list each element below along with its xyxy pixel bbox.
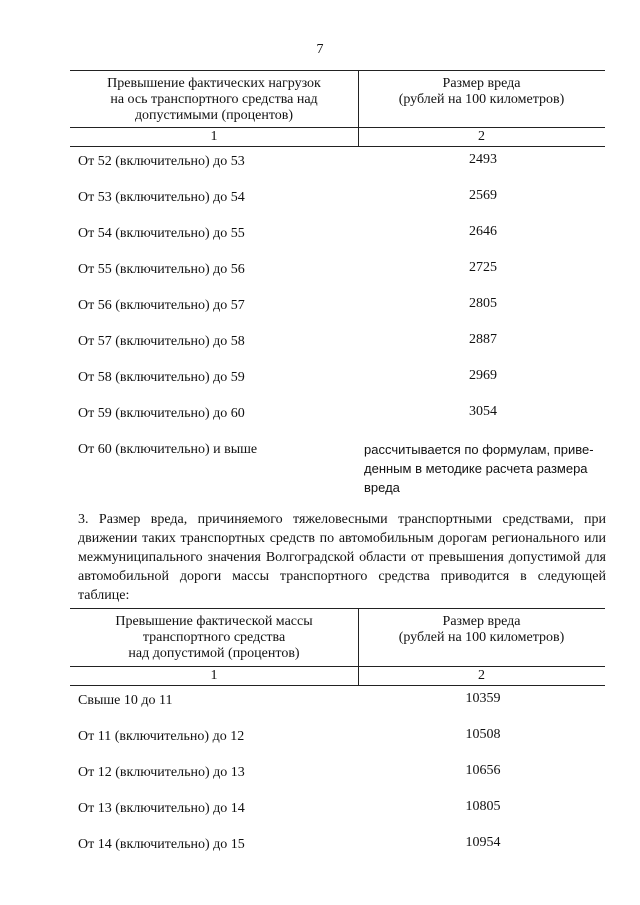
column-number-2: 2 bbox=[478, 668, 485, 683]
row-value: 10954 bbox=[465, 835, 501, 850]
table-row bbox=[70, 291, 605, 327]
column-number-1: 1 bbox=[210, 129, 218, 144]
table-row bbox=[70, 722, 605, 758]
page-number: 7 bbox=[316, 42, 324, 57]
table-row bbox=[70, 686, 605, 722]
table-vehicle-mass bbox=[70, 608, 605, 866]
header-line: транспортного средства bbox=[142, 630, 286, 645]
paragraph-section-3: 3. Размер вреда, причиняемого тяжеловесными транспортными средствами, при движении таких транспортных средств по автомобильным дорогам регионального или межмуниципального значения Волгоградской области от превышения допустимой для автомобильной дороги массы транспортного средства приводится в следующей таблице: bbox=[78, 512, 606, 603]
row-label: От 55 (включительно) до 56 bbox=[78, 262, 245, 277]
table-row bbox=[70, 758, 605, 794]
table-row bbox=[70, 327, 605, 363]
note-line: вреда bbox=[364, 480, 400, 495]
table-row bbox=[70, 363, 605, 399]
column-header-excess-axle-load bbox=[70, 76, 358, 124]
header-line: Превышение фактических нагрузок bbox=[107, 76, 321, 91]
header-line: (рублей на 100 километров) bbox=[398, 630, 565, 645]
table-row bbox=[70, 183, 605, 219]
table-row bbox=[70, 255, 605, 291]
column-header-excess-mass bbox=[70, 614, 358, 662]
header-line: над допустимой (процентов) bbox=[128, 646, 300, 661]
row-label: От 13 (включительно) до 14 bbox=[78, 801, 245, 816]
table-row bbox=[70, 147, 605, 183]
table-header bbox=[70, 608, 605, 667]
table-row-last bbox=[70, 435, 605, 505]
row-label: От 11 (включительно) до 12 bbox=[78, 729, 245, 744]
row-label: От 12 (включительно) до 13 bbox=[78, 765, 245, 780]
row-label: Свыше 10 до 11 bbox=[78, 693, 173, 708]
row-label: От 54 (включительно) до 55 bbox=[78, 226, 245, 241]
row-value: 3054 bbox=[469, 404, 497, 419]
row-label: От 53 (включительно) до 54 bbox=[78, 190, 245, 205]
note-line: рассчитывается по формулам, приве- bbox=[364, 442, 594, 457]
table-row bbox=[70, 219, 605, 255]
header-line: на ось транспортного средства над bbox=[110, 92, 318, 107]
row-label: От 56 (включительно) до 57 bbox=[78, 298, 245, 313]
table-row bbox=[70, 830, 605, 866]
row-label: От 59 (включительно) до 60 bbox=[78, 406, 245, 421]
row-value: 2493 bbox=[469, 152, 497, 167]
table-row bbox=[70, 794, 605, 830]
row-label: От 14 (включительно) до 15 bbox=[78, 837, 245, 852]
column-number-row bbox=[70, 667, 605, 686]
row-value: 2725 bbox=[469, 260, 497, 275]
note-line: денным в методике расчета размера bbox=[364, 461, 588, 476]
row-formula-note bbox=[364, 440, 604, 497]
table-row bbox=[70, 399, 605, 435]
table-header bbox=[70, 70, 605, 128]
row-value: 2805 bbox=[469, 296, 497, 311]
column-number-row bbox=[70, 128, 605, 147]
row-value: 2569 bbox=[469, 188, 497, 203]
header-line: Размер вреда bbox=[442, 614, 521, 629]
row-label: От 57 (включительно) до 58 bbox=[78, 334, 245, 349]
column-header-damage-amount bbox=[358, 614, 605, 646]
column-header-damage-amount bbox=[358, 76, 605, 108]
row-value: 10359 bbox=[465, 691, 501, 706]
row-value: 2969 bbox=[469, 368, 497, 383]
row-value: 2646 bbox=[469, 224, 497, 239]
row-value: 10656 bbox=[465, 763, 501, 778]
header-line: допустимыми (процентов) bbox=[134, 108, 294, 123]
row-label: От 58 (включительно) до 59 bbox=[78, 370, 245, 385]
header-line: Превышение фактической массы bbox=[115, 614, 313, 629]
header-line: (рублей на 100 километров) bbox=[398, 92, 565, 107]
table-axle-load bbox=[70, 70, 605, 505]
column-number-2: 2 bbox=[478, 129, 485, 144]
row-label: От 52 (включительно) до 53 bbox=[78, 154, 245, 169]
column-number-1: 1 bbox=[210, 668, 218, 683]
row-label: От 60 (включительно) и выше bbox=[78, 442, 258, 457]
row-value: 10508 bbox=[465, 727, 501, 742]
row-value: 2887 bbox=[469, 332, 497, 347]
row-value: 10805 bbox=[465, 799, 501, 814]
header-line: Размер вреда bbox=[442, 76, 521, 91]
